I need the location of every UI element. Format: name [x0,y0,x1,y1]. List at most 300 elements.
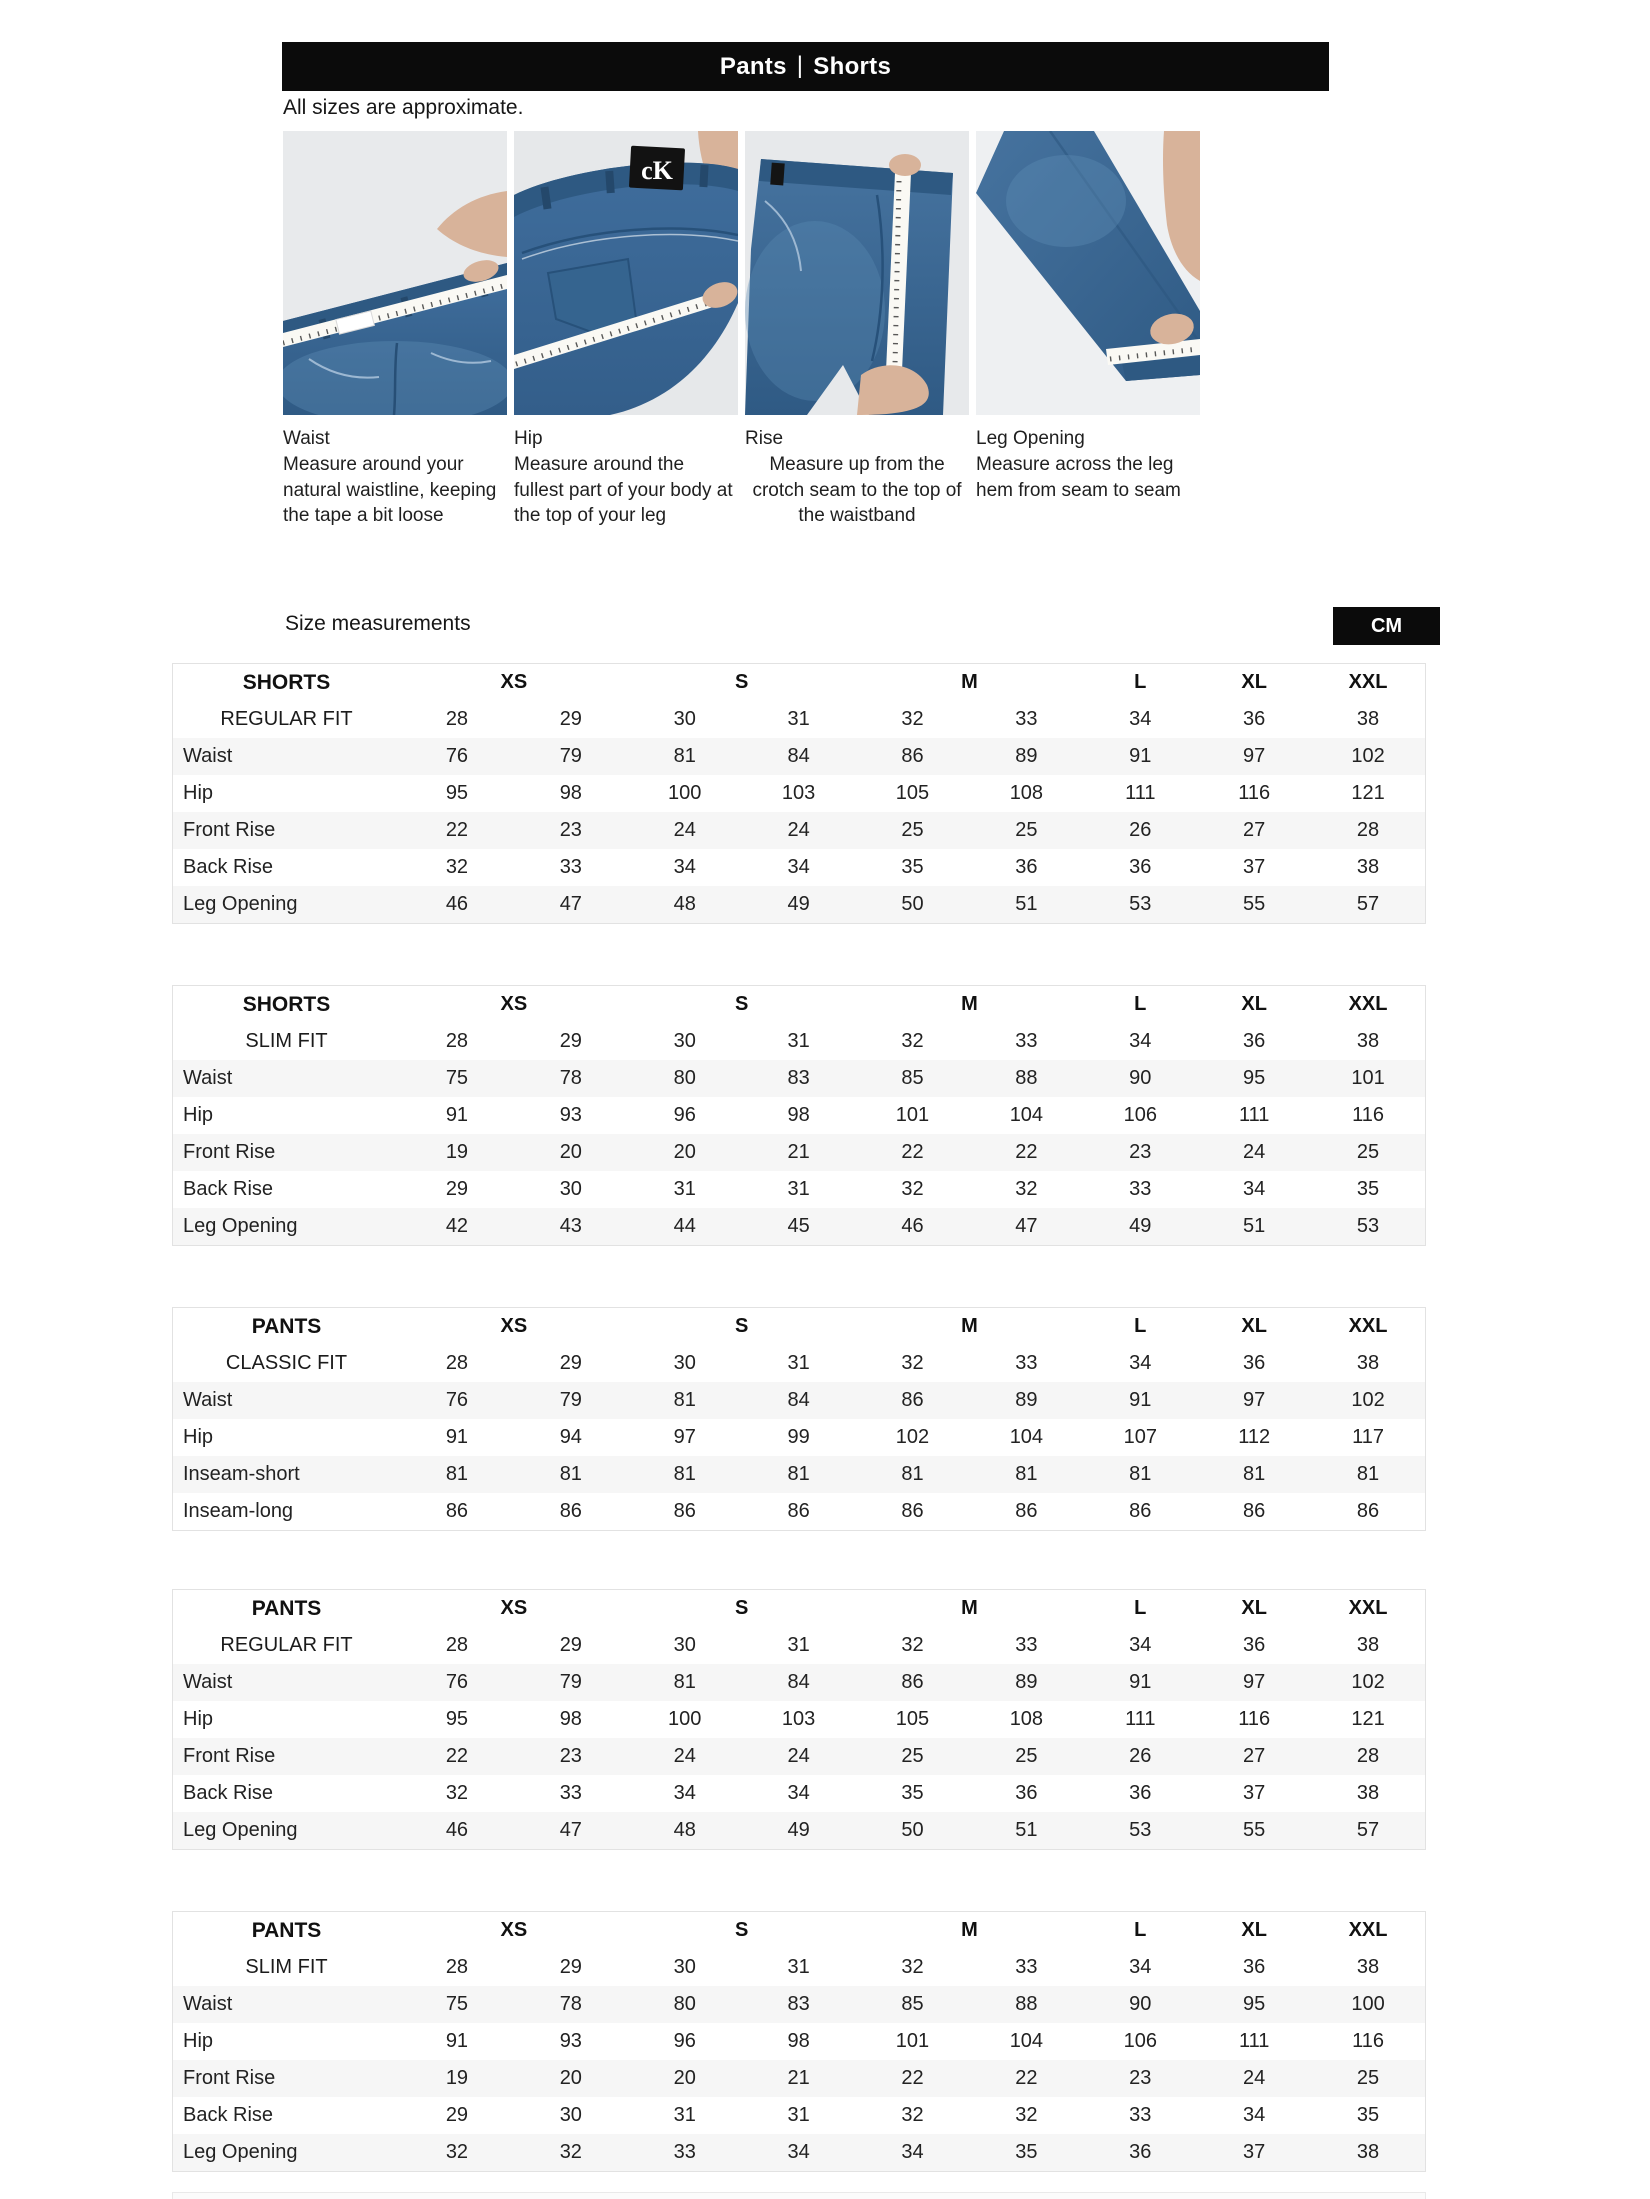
row-label: Back Rise [183,1782,274,1804]
cell-value: 95 [445,1708,469,1730]
size-measurements-label: Size measurements [285,612,471,635]
cell-value: 80 [673,1993,696,2015]
cell-value: 91 [445,1104,469,1126]
size-letter-l: L [1134,1597,1147,1619]
cell-value: 36 [1015,1782,1038,1804]
size-letter-xxl: XXL [1348,1315,1388,1337]
size-letter-l: L [1134,1315,1147,1337]
table-fit-name: REGULAR FIT [220,1634,353,1656]
size-number: 34 [1129,1956,1152,1978]
cell-value: 38 [1356,1782,1380,1804]
cell-value: 36 [1129,1782,1152,1804]
cell-value: 36 [1129,856,1152,878]
cell-value: 116 [1238,1708,1271,1730]
size-number: 31 [787,1352,810,1374]
caption-rise-title: Rise [745,428,784,449]
measure-row [173,1664,1425,1701]
size-number: 38 [1356,1030,1380,1052]
cell-value: 24 [787,819,810,841]
size-letter-xs: XS [500,671,528,693]
cell-value: 36 [1015,856,1038,878]
table-fit-name: REGULAR FIT [220,708,353,730]
row-label: Waist [183,1993,233,2015]
unit-toggle-cm-badge[interactable]: CM [1333,607,1440,645]
cell-value: 49 [787,893,810,915]
cell-value: 78 [559,1993,582,2015]
cell-value: 100 [668,782,702,804]
caption-leg-opening [976,426,1200,529]
row-label: Back Rise [183,1178,274,1200]
table-fit-name: SLIM FIT [245,1956,328,1978]
size-number: 29 [559,1634,582,1656]
cell-value: 83 [787,1067,810,1089]
row-label: Front Rise [183,1745,276,1767]
size-table-pants-regular-fit [172,1589,1426,1850]
cell-value: 23 [559,1745,582,1767]
cell-value: 86 [1243,1500,1266,1522]
cell-value: 43 [559,1215,582,1237]
cell-value: 45 [787,1215,810,1237]
size-number: 32 [901,1634,924,1656]
cell-value: 49 [787,1819,810,1841]
cell-value: 22 [1015,1141,1038,1163]
cell-value: 34 [673,856,696,878]
cell-value: 25 [1356,1141,1380,1163]
size-number: 31 [787,1956,810,1978]
cell-value: 102 [1351,1389,1385,1411]
size-letter-l: L [1134,671,1147,693]
size-number: 34 [1129,1030,1152,1052]
cell-value: 47 [559,1819,582,1841]
size-number: 33 [1015,1030,1038,1052]
cell-value: 37 [1243,1782,1266,1804]
cell-value: 102 [895,1426,930,1448]
cell-value: 20 [673,2067,696,2089]
cell-value: 53 [1356,1215,1380,1237]
cell-value: 84 [787,745,810,767]
row-label: Front Rise [183,1141,276,1163]
cell-value: 89 [1015,1389,1038,1411]
measure-row [173,849,1425,886]
cell-value: 95 [445,782,469,804]
cell-value: 27 [1243,819,1266,841]
cell-value: 53 [1129,1819,1152,1841]
size-letter-xxl: XXL [1348,671,1388,693]
cell-value: 104 [1009,1426,1044,1448]
cell-value: 22 [445,819,469,841]
cell-value: 95 [1243,1993,1266,2015]
rise-measure-photo [745,131,969,415]
size-table-shorts-regular-fit [172,663,1426,924]
measure-photo-strip [283,131,1200,415]
cell-value: 31 [673,1178,696,1200]
measure-row [173,2097,1425,2134]
cell-value: 86 [901,745,924,767]
size-table-pants-classic-fit [172,1307,1426,1531]
cell-value: 20 [673,1141,696,1163]
cell-value: 24 [673,819,696,841]
cell-value: 25 [901,819,924,841]
cell-value: 35 [1015,2141,1038,2163]
measure-row [173,1419,1425,1456]
row-label: Back Rise [183,2104,274,2126]
cell-value: 46 [445,1819,469,1841]
cell-value: 88 [1015,1067,1038,1089]
cell-value: 102 [1351,1671,1385,1693]
table-category: SHORTS [242,670,331,694]
size-tables [172,663,1426,2172]
cell-value: 102 [1351,745,1385,767]
caption-rise [745,426,969,529]
cell-value: 33 [559,1782,582,1804]
cell-value: 108 [1009,1708,1044,1730]
cell-value: 51 [1243,1215,1266,1237]
measure-row [173,812,1425,849]
cell-value: 30 [559,2104,582,2126]
measure-row [173,2060,1425,2097]
size-number: 29 [559,1030,582,1052]
cell-value: 25 [1015,1745,1038,1767]
cell-value: 101 [895,2030,930,2052]
cell-value: 21 [787,1141,810,1163]
size-letter-m: M [961,1315,978,1337]
cell-value: 81 [787,1463,810,1485]
size-letter-xs: XS [500,993,528,1015]
size-letter-xxl: XXL [1348,993,1388,1015]
size-number: 29 [559,708,582,730]
cell-value: 81 [901,1463,924,1485]
table-fit-row [173,1023,1425,1060]
cell-value: 121 [1351,782,1385,804]
cell-value: 104 [1009,1104,1044,1126]
size-number: 38 [1356,1352,1380,1374]
cell-value: 19 [445,1141,469,1163]
hip-measure-photo [514,131,738,415]
size-letter-xl: XL [1241,671,1267,693]
cell-value: 97 [1243,1389,1266,1411]
header-title-shorts: Shorts [813,52,892,80]
row-label: Waist [183,745,233,767]
cell-value: 86 [1015,1500,1038,1522]
size-number: 34 [1129,708,1152,730]
cell-value: 35 [901,856,924,878]
measure-row [173,1208,1425,1245]
cell-value: 28 [1356,1745,1380,1767]
cell-value: 105 [895,782,930,804]
cell-value: 19 [445,2067,469,2089]
cell-value: 31 [787,1178,810,1200]
cell-value: 111 [1238,1104,1270,1126]
measure-row [173,1382,1425,1419]
row-label: Hip [183,1104,214,1126]
cell-value: 32 [1015,1178,1038,1200]
row-label: Back Rise [183,856,274,878]
cell-value: 90 [1129,1993,1152,2015]
cell-value: 20 [559,1141,582,1163]
caption-leg-opening-title: Leg Opening [976,428,1085,449]
caption-waist-text: Measure around your natural waistline, keeping the tape a bit loose [283,454,497,527]
size-number: 32 [901,1030,924,1052]
cell-value: 84 [787,1671,810,1693]
cell-value: 36 [1129,2141,1152,2163]
cell-value: 38 [1356,2141,1380,2163]
row-label: Hip [183,2030,214,2052]
measure-row [173,1701,1425,1738]
cell-value: 89 [1015,745,1038,767]
cell-value: 112 [1238,1426,1271,1448]
row-label: Leg Opening [183,1819,298,1841]
cell-value: 111 [1125,782,1156,804]
caption-waist-title: Waist [283,428,330,449]
measure-row [173,1986,1425,2023]
cell-value: 107 [1123,1426,1157,1448]
row-label: Leg Opening [183,2141,298,2163]
cell-value: 98 [559,782,582,804]
cell-value: 81 [1129,1463,1152,1485]
size-number: 28 [445,1352,469,1374]
cell-value: 111 [1238,2030,1270,2052]
measure-row [173,2023,1425,2060]
cell-value: 37 [1243,2141,1266,2163]
caption-hip-title: Hip [514,428,543,449]
next-table-edge-hint [172,2192,1426,2199]
row-label: Hip [183,1426,214,1448]
cell-value: 79 [559,1389,582,1411]
cell-value: 33 [1129,1178,1152,1200]
leg-opening-measure-photo [976,131,1200,415]
size-number: 34 [1129,1352,1152,1374]
caption-hip [514,426,738,529]
measure-row [173,1171,1425,1208]
measure-row [173,1060,1425,1097]
cell-value: 33 [1129,2104,1152,2126]
cell-value: 101 [1351,1067,1385,1089]
cell-value: 76 [445,1671,469,1693]
cell-value: 86 [559,1500,582,1522]
size-number: 29 [559,1956,582,1978]
cell-value: 27 [1243,1745,1266,1767]
size-letter-m: M [961,1919,978,1941]
size-letter-l: L [1134,993,1147,1015]
row-label: Front Rise [183,2067,276,2089]
cell-value: 26 [1129,1745,1152,1767]
size-number: 38 [1356,708,1380,730]
cell-value: 26 [1129,819,1152,841]
cell-value: 34 [1243,1178,1266,1200]
cell-value: 88 [1015,1993,1038,2015]
cell-value: 76 [445,745,469,767]
cell-value: 96 [673,2030,696,2052]
cell-value: 30 [559,1178,582,1200]
cell-value: 93 [559,1104,582,1126]
table-category: PANTS [251,1314,322,1338]
cell-value: 81 [673,1463,696,1485]
category-header-bar [282,42,1329,91]
cell-value: 103 [781,1708,816,1730]
size-letter-xl: XL [1241,993,1267,1015]
size-letter-s: S [734,1315,749,1337]
cell-value: 81 [1243,1463,1266,1485]
cell-value: 111 [1125,1708,1156,1730]
cell-value: 104 [1009,2030,1044,2052]
cell-value: 97 [673,1426,696,1448]
cell-value: 96 [673,1104,696,1126]
measure-captions [283,426,1200,529]
cell-value: 97 [1243,1671,1266,1693]
row-label: Hip [183,1708,214,1730]
size-letter-xs: XS [500,1919,528,1941]
row-label: Inseam-long [183,1500,294,1522]
table-fit-name: SLIM FIT [245,1030,328,1052]
cell-value: 51 [1015,893,1038,915]
table-header-row [173,1308,1425,1345]
cell-value: 35 [1356,2104,1380,2126]
cell-value: 81 [673,745,696,767]
cell-value: 33 [673,2141,696,2163]
cell-value: 55 [1243,1819,1266,1841]
cell-value: 34 [787,856,810,878]
size-letter-xxl: XXL [1348,1597,1388,1619]
cell-value: 81 [673,1389,696,1411]
size-letter-xl: XL [1241,1597,1267,1619]
cell-value: 93 [559,2030,582,2052]
size-letter-s: S [734,1919,749,1941]
size-number: 36 [1243,1634,1266,1656]
cell-value: 117 [1352,1426,1384,1448]
table-fit-name: CLASSIC FIT [225,1352,348,1374]
table-category: SHORTS [242,992,331,1016]
cell-value: 35 [901,1782,924,1804]
cell-value: 106 [1123,1104,1157,1126]
cell-value: 91 [1129,1671,1152,1693]
cell-value: 32 [559,2141,582,2163]
caption-leg-opening-text: Measure across the leg hem from seam to seam [976,454,1181,501]
size-number: 33 [1015,1956,1038,1978]
cell-value: 100 [1351,1993,1385,2015]
cell-value: 106 [1123,2030,1157,2052]
size-letter-xs: XS [500,1315,528,1337]
cell-value: 31 [787,2104,810,2126]
cell-value: 98 [787,2030,810,2052]
cell-value: 22 [901,1141,924,1163]
cell-value: 94 [559,1426,582,1448]
cell-value: 86 [1129,1500,1152,1522]
size-number: 33 [1015,1352,1038,1374]
cell-value: 32 [1015,2104,1038,2126]
cell-value: 79 [559,745,582,767]
cell-value: 25 [901,1745,924,1767]
size-letter-s: S [734,1597,749,1619]
cell-value: 44 [673,1215,696,1237]
size-letter-m: M [961,1597,978,1619]
size-number: 33 [1015,708,1038,730]
cell-value: 20 [559,2067,582,2089]
cell-value: 28 [1356,819,1380,841]
cell-value: 34 [901,2141,924,2163]
size-number: 32 [901,1956,924,1978]
cell-value: 24 [787,1745,810,1767]
cell-value: 98 [559,1708,582,1730]
cell-value: 81 [559,1463,582,1485]
row-label: Leg Opening [183,893,298,915]
cell-value: 97 [1243,745,1266,767]
cell-value: 34 [787,2141,810,2163]
cell-value: 86 [673,1500,696,1522]
cell-value: 53 [1129,893,1152,915]
size-letter-m: M [961,671,978,693]
size-table-shorts-slim-fit [172,985,1426,1246]
table-header-row [173,664,1425,701]
cell-value: 47 [1015,1215,1038,1237]
size-letter-xs: XS [500,1597,528,1619]
cell-value: 86 [901,1671,924,1693]
measure-row [173,738,1425,775]
cell-value: 46 [445,893,469,915]
cell-value: 108 [1009,782,1044,804]
cell-value: 116 [1352,1104,1384,1126]
size-number: 36 [1243,1030,1266,1052]
row-label: Waist [183,1671,233,1693]
size-letter-s: S [734,671,749,693]
size-number: 28 [445,1634,469,1656]
cell-value: 33 [559,856,582,878]
size-table-pants-slim-fit [172,1911,1426,2172]
cell-value: 22 [901,2067,924,2089]
table-fit-row [173,1949,1425,1986]
cell-value: 57 [1356,1819,1380,1841]
measure-row [173,1097,1425,1134]
size-letter-xxl: XXL [1348,1919,1388,1941]
table-category: PANTS [251,1918,322,1942]
cell-value: 85 [901,1067,924,1089]
size-letter-xl: XL [1241,1919,1267,1941]
cell-value: 81 [1015,1463,1038,1485]
measure-row [173,1738,1425,1775]
cell-value: 23 [559,819,582,841]
cell-value: 22 [1015,2067,1038,2089]
size-number: 28 [445,1030,469,1052]
cell-value: 42 [445,1215,469,1237]
cell-value: 75 [445,1993,469,2015]
cell-value: 80 [673,1067,696,1089]
size-letter-xl: XL [1241,1315,1267,1337]
cell-value: 24 [1243,1141,1266,1163]
cell-value: 81 [445,1463,469,1485]
cell-value: 116 [1238,782,1271,804]
cell-value: 50 [901,1819,924,1841]
cell-value: 98 [787,1104,810,1126]
cell-value: 86 [787,1500,810,1522]
cell-value: 57 [1356,893,1380,915]
table-fit-row [173,1345,1425,1382]
cell-value: 90 [1129,1067,1152,1089]
size-number: 36 [1243,1956,1266,1978]
header-title-pants: Pants [719,52,787,80]
measure-row [173,2134,1425,2171]
cell-value: 32 [445,856,469,878]
cell-value: 34 [787,1782,810,1804]
waist-measure-photo [283,131,507,415]
cell-value: 81 [1356,1463,1380,1485]
cell-value: 47 [559,893,582,915]
table-header-row [173,986,1425,1023]
size-number: 28 [445,708,469,730]
cell-value: 121 [1351,1708,1385,1730]
approximate-note: All sizes are approximate. [283,96,524,119]
cell-value: 91 [445,1426,469,1448]
size-number: 33 [1015,1634,1038,1656]
row-label: Waist [183,1389,233,1411]
